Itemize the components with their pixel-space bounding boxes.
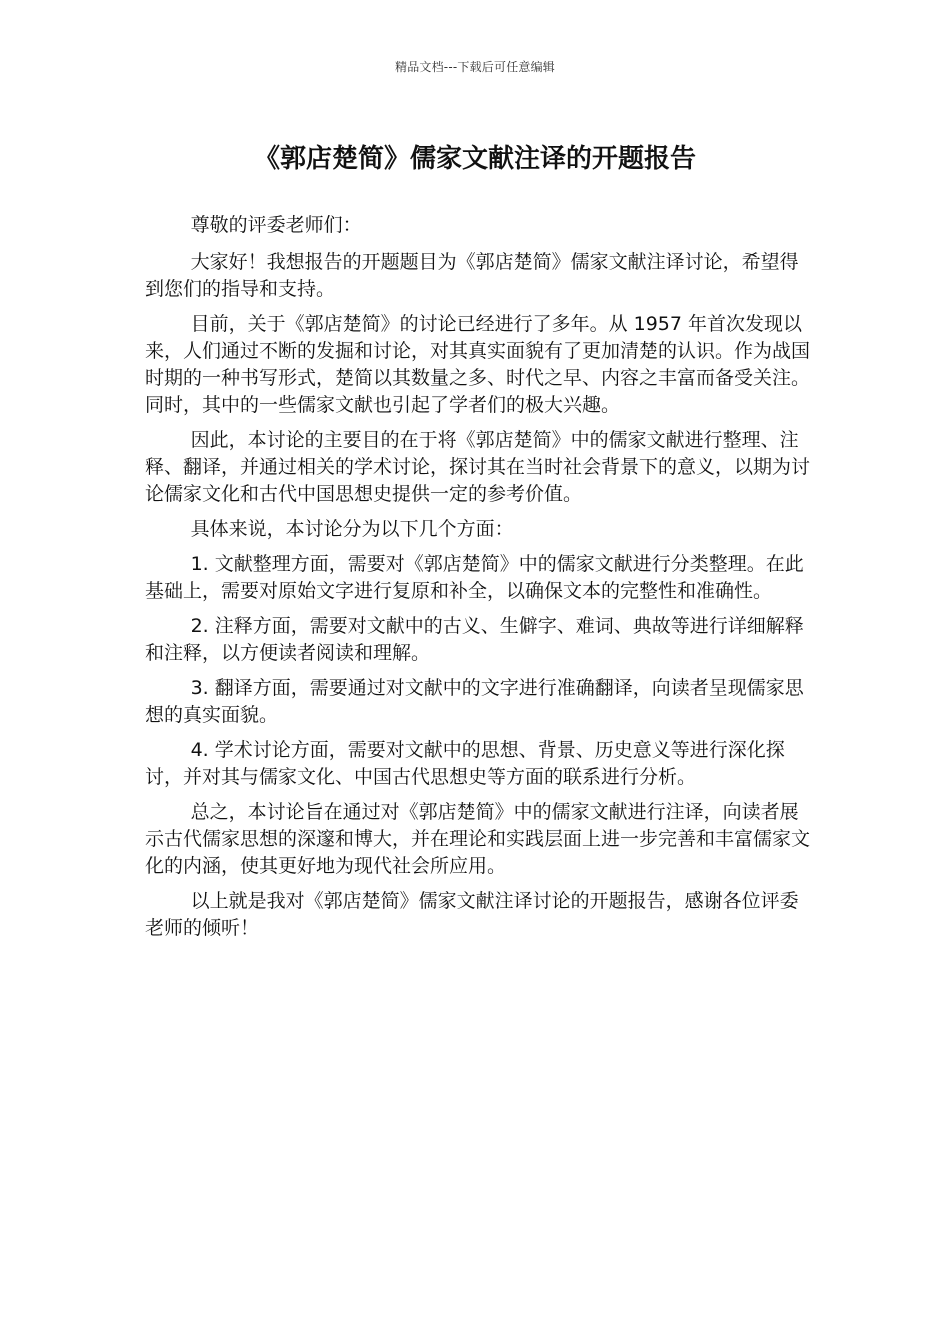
paragraph-item-4: 4. 学术讨论方面，需要对文献中的思想、背景、历史意义等进行深化探讨，并对其与儒家文化、中国古代思想史等方面的联系进行分析。	[145, 739, 785, 788]
paragraph-salutation: 尊敬的评委老师们：	[190, 214, 362, 236]
paragraph-greeting: 大家好！我想报告的开题题目为《郭店楚简》儒家文献注译讨论，希望得到您们的指导和支持。	[145, 251, 799, 300]
paragraph-outline-intro: 具体来说，本讨论分为以下几个方面：	[190, 518, 514, 540]
paragraph-closing: 以上就是我对《郭店楚简》儒家文献注译讨论的开题报告，感谢各位评委老师的倾听！	[145, 890, 799, 939]
paragraph-item-3: 3. 翻译方面，需要通过对文献中的文字进行准确翻译，向读者呈现儒家思想的真实面貌。	[145, 677, 804, 726]
document-body	[145, 212, 810, 950]
document-title: 《郭店楚简》儒家文献注译的开题报告	[253, 144, 696, 174]
paragraph-item-1: 1. 文献整理方面，需要对《郭店楚简》中的儒家文献进行分类整理。在此基础上，需要对原始文字进行复原和补全，以确保文本的完整性和准确性。	[145, 553, 804, 602]
paragraph-purpose: 因此，本讨论的主要目的在于将《郭店楚简》中的儒家文献进行整理、注释、翻译，并通过相关的学术讨论，探讨其在当时社会背景下的意义，以期为讨论儒家文化和古代中国思想史提供一定的参考价值。	[145, 429, 811, 505]
paragraph-summary: 总之，本讨论旨在通过对《郭店楚简》中的儒家文献进行注译，向读者展示古代儒家思想的深邃和博大，并在理论和实践层面上进一步完善和丰富儒家文化的内涵，使其更好地为现代社会所应用。	[145, 801, 811, 877]
paragraph-background: 目前，关于《郭店楚简》的讨论已经进行了多年。从 1957 年首次发现以来，人们通过不断的发掘和讨论，对其真实面貌有了更加清楚的认识。作为战国时期的一种书写形式，楚简以其数量之多、时代之早、内容之丰富而备受关注。同时，其中的一些儒家文献也引起了学者们的极大兴趣。	[145, 313, 811, 416]
paragraph-item-2: 2. 注释方面，需要对文献中的古义、生僻字、难词、典故等进行详细解释和注释，以方便读者阅读和理解。	[145, 615, 804, 664]
header-note: 精品文档---下载后可任意编辑	[395, 60, 555, 74]
